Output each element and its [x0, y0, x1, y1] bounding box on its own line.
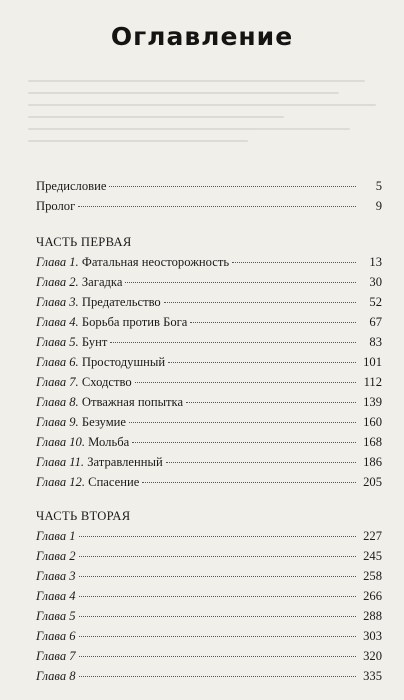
- entry-title: [36, 646, 76, 666]
- dot-leader: [79, 536, 356, 537]
- toc-entry: [36, 646, 382, 666]
- chapter-title: Спасение: [88, 475, 140, 489]
- show-through-texture: [28, 70, 394, 166]
- toc-entry: [36, 332, 382, 352]
- dot-leader: [168, 362, 356, 363]
- chapter-number: Глава 9.: [36, 415, 79, 429]
- entry-title: [36, 586, 76, 606]
- entry-title: [36, 392, 183, 412]
- part-heading: ЧАСТЬ ПЕРВАЯ: [36, 235, 132, 249]
- dot-leader: [79, 556, 356, 557]
- entry-page: 83: [369, 335, 382, 349]
- toc-entry: [36, 586, 382, 606]
- chapter-number: Глава 5.: [36, 335, 79, 349]
- entry-page: 168: [363, 435, 382, 449]
- entry-title: [36, 312, 187, 332]
- entry-title: [36, 626, 76, 646]
- entry-page: 288: [363, 609, 382, 623]
- table-of-contents: [36, 176, 382, 686]
- dot-leader: [78, 206, 356, 207]
- dot-leader: [110, 342, 356, 343]
- toc-entry: [36, 472, 382, 492]
- toc-entry: [36, 272, 382, 292]
- entry-title: [36, 452, 163, 472]
- chapter-number: Глава 3: [36, 569, 76, 583]
- part1-chapter-list: [36, 252, 382, 492]
- dot-leader: [79, 576, 356, 577]
- dot-leader: [232, 262, 356, 263]
- dot-leader: [109, 186, 356, 187]
- chapter-number: Глава 6: [36, 629, 76, 643]
- entry-title: [36, 526, 76, 546]
- entry-title: Пролог: [36, 199, 76, 213]
- toc-entry: [36, 526, 382, 546]
- toc-entry: [36, 412, 382, 432]
- chapter-title: Безумие: [81, 415, 126, 429]
- chapter-number: Глава 2.: [36, 275, 79, 289]
- chapter-number: Глава 5: [36, 609, 76, 623]
- chapter-number: Глава 7: [36, 649, 76, 663]
- entry-page: 52: [369, 295, 382, 309]
- dot-leader: [135, 382, 356, 383]
- chapter-title: Загадка: [81, 275, 123, 289]
- dot-leader: [132, 442, 356, 443]
- entry-page: 139: [363, 395, 382, 409]
- entry-page: 258: [363, 569, 382, 583]
- entry-title: [36, 666, 76, 686]
- chapter-title: Фатальная неосторожность: [81, 255, 230, 269]
- chapter-number: Глава 1: [36, 529, 76, 543]
- entry-page: 5: [375, 179, 382, 193]
- entry-title: [36, 272, 122, 292]
- entry-page: 320: [363, 649, 382, 663]
- dot-leader: [142, 482, 356, 483]
- toc-entry: [36, 626, 382, 646]
- chapter-number: Глава 6.: [36, 355, 79, 369]
- toc-entry: [36, 252, 382, 272]
- dot-leader: [79, 676, 356, 677]
- entry-title: [36, 546, 76, 566]
- toc-entry: [36, 566, 382, 586]
- dot-leader: [79, 596, 356, 597]
- entry-title: [36, 606, 76, 626]
- toc-entry-front: [36, 196, 382, 216]
- dot-leader: [79, 636, 356, 637]
- chapter-number: Глава 3.: [36, 295, 79, 309]
- entry-page: 101: [363, 355, 382, 369]
- toc-entry: [36, 546, 382, 566]
- chapter-title: Отважная попытка: [81, 395, 184, 409]
- entry-page: 227: [363, 529, 382, 543]
- entry-title: [36, 292, 161, 312]
- chapter-number: Глава 12.: [36, 475, 86, 489]
- chapter-title: Бунт: [81, 335, 108, 349]
- dot-leader: [164, 302, 356, 303]
- chapter-number: Глава 1.: [36, 255, 79, 269]
- entry-page: 335: [363, 669, 382, 683]
- entry-title: [36, 372, 132, 392]
- page-title: Оглавление: [110, 22, 294, 51]
- entry-title: Предисловие: [36, 179, 107, 193]
- toc-entry: [36, 432, 382, 452]
- entry-page: 9: [375, 199, 382, 213]
- chapter-number: Глава 10.: [36, 435, 86, 449]
- dot-leader: [79, 616, 356, 617]
- chapter-number: Глава 4: [36, 589, 76, 603]
- entry-page: 67: [369, 315, 382, 329]
- dot-leader: [129, 422, 356, 423]
- entry-title: [36, 252, 229, 272]
- part-heading: ЧАСТЬ ВТОРАЯ: [36, 509, 131, 523]
- chapter-title: Простодушный: [81, 355, 166, 369]
- dot-leader: [79, 656, 356, 657]
- entry-page: 186: [363, 455, 382, 469]
- entry-title: [36, 332, 107, 352]
- toc-entry: [36, 392, 382, 412]
- chapter-title: Мольба: [88, 435, 130, 449]
- entry-page: 30: [369, 275, 382, 289]
- toc-entry: [36, 352, 382, 372]
- entry-page: 205: [363, 475, 382, 489]
- chapter-number: Глава 8: [36, 669, 76, 683]
- entry-page: 112: [363, 375, 382, 389]
- part2-chapter-list: [36, 526, 382, 686]
- chapter-number: Глава 7.: [36, 375, 79, 389]
- toc-entry: [36, 606, 382, 626]
- chapter-number: Глава 4.: [36, 315, 79, 329]
- dot-leader: [166, 462, 356, 463]
- entry-title: [36, 472, 139, 492]
- chapter-number: Глава 8.: [36, 395, 79, 409]
- entry-page: 266: [363, 589, 382, 603]
- entry-page: 160: [363, 415, 382, 429]
- entry-page: 303: [363, 629, 382, 643]
- chapter-title: Затравленный: [87, 455, 163, 469]
- chapter-number: Глава 11.: [36, 455, 85, 469]
- entry-page: 245: [363, 549, 382, 563]
- dot-leader: [190, 322, 356, 323]
- chapter-title: Сходство: [81, 375, 132, 389]
- dot-leader: [186, 402, 356, 403]
- entry-title: [36, 566, 76, 586]
- entry-title: [36, 432, 129, 452]
- entry-title: [36, 352, 165, 372]
- toc-entry-front: [36, 176, 382, 196]
- toc-entry: [36, 666, 382, 686]
- toc-entry: [36, 312, 382, 332]
- toc-entry: [36, 452, 382, 472]
- toc-entry: [36, 292, 382, 312]
- dot-leader: [125, 282, 356, 283]
- chapter-title: Предательство: [81, 295, 161, 309]
- chapter-title: Борьба против Бога: [81, 315, 188, 329]
- entry-title: [36, 412, 126, 432]
- chapter-number: Глава 2: [36, 549, 76, 563]
- entry-page: 13: [369, 255, 382, 269]
- toc-entry: [36, 372, 382, 392]
